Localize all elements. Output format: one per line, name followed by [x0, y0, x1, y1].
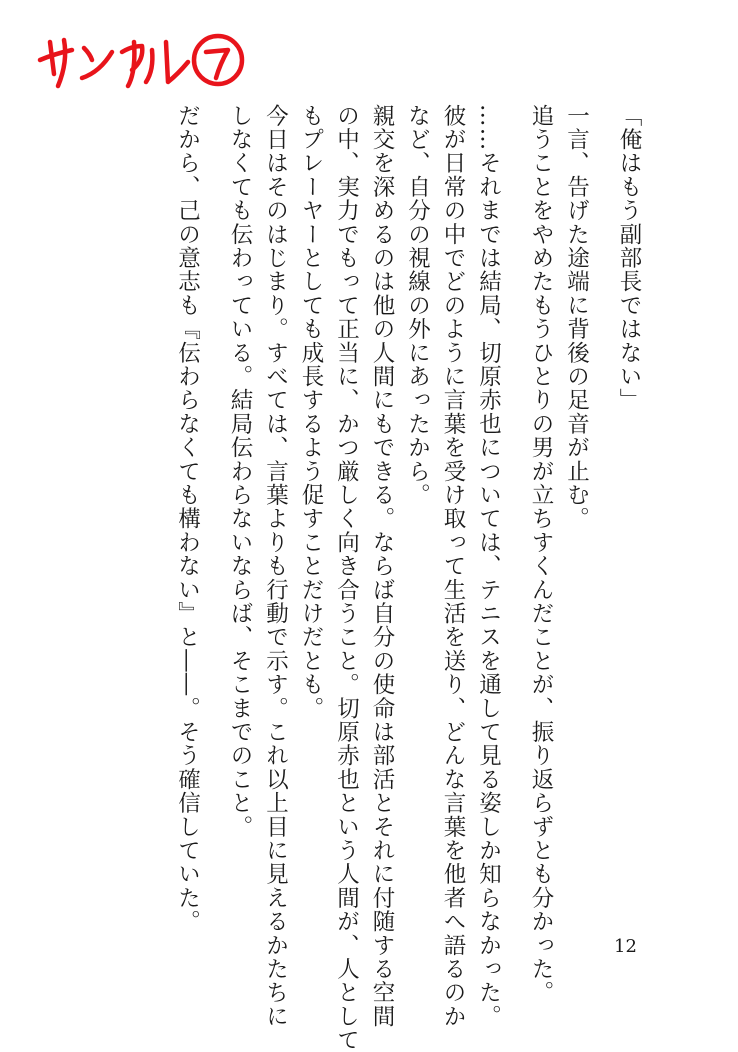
- text-column: ……それまでは結局、切原赤也については、テニスを通して見る姿しか知らなかった。: [475, 104, 502, 1029]
- page-number: 12: [614, 936, 637, 957]
- text-column: 彼が日常の中でどのように言葉を受け取って生活を送り、どんな言葉を他者へ語るのか: [440, 104, 466, 1029]
- paragraph-gap: [594, 104, 611, 894]
- text-column: 一言、告げた途端に背後の足音が止む。: [563, 104, 590, 531]
- text-column: もプレーヤーとしても成長するよう促すことだけだとも。: [298, 104, 324, 721]
- text-column: だから、己の意志も『伝わらなくても構わない』と――。そう確信していた。: [174, 104, 201, 934]
- text-column: など、自分の視線の外にあったから。: [404, 104, 431, 507]
- text-column: の中、実力でもって正当に、かつ厳しく向き合うこと。切原赤也という人間が、人として: [333, 104, 360, 1052]
- text-column: 親交を深めるのは他の人間にもできる。ならば自分の使命は部活とそれに付随する空間: [369, 104, 395, 1029]
- text-column: 今日はそのはじまり。すべては、言葉よりも行動で示す。これ以上目に見えるかたちに: [262, 104, 289, 1029]
- text-column: 追うことをやめたもうひとりの男が立ちすくんだことが、振り返らずとも分かった。: [528, 104, 554, 1005]
- text-column: しなくても伝わっている。結局伝わらないならば、そこまでのこと。: [227, 104, 253, 839]
- sample-stamp: [28, 12, 248, 102]
- paragraph-gap: [205, 104, 222, 894]
- paragraph-gap: [506, 104, 523, 894]
- sample-stamp-handwriting: [28, 12, 248, 102]
- text-column: 「俺はもう副部長ではない」: [616, 104, 642, 413]
